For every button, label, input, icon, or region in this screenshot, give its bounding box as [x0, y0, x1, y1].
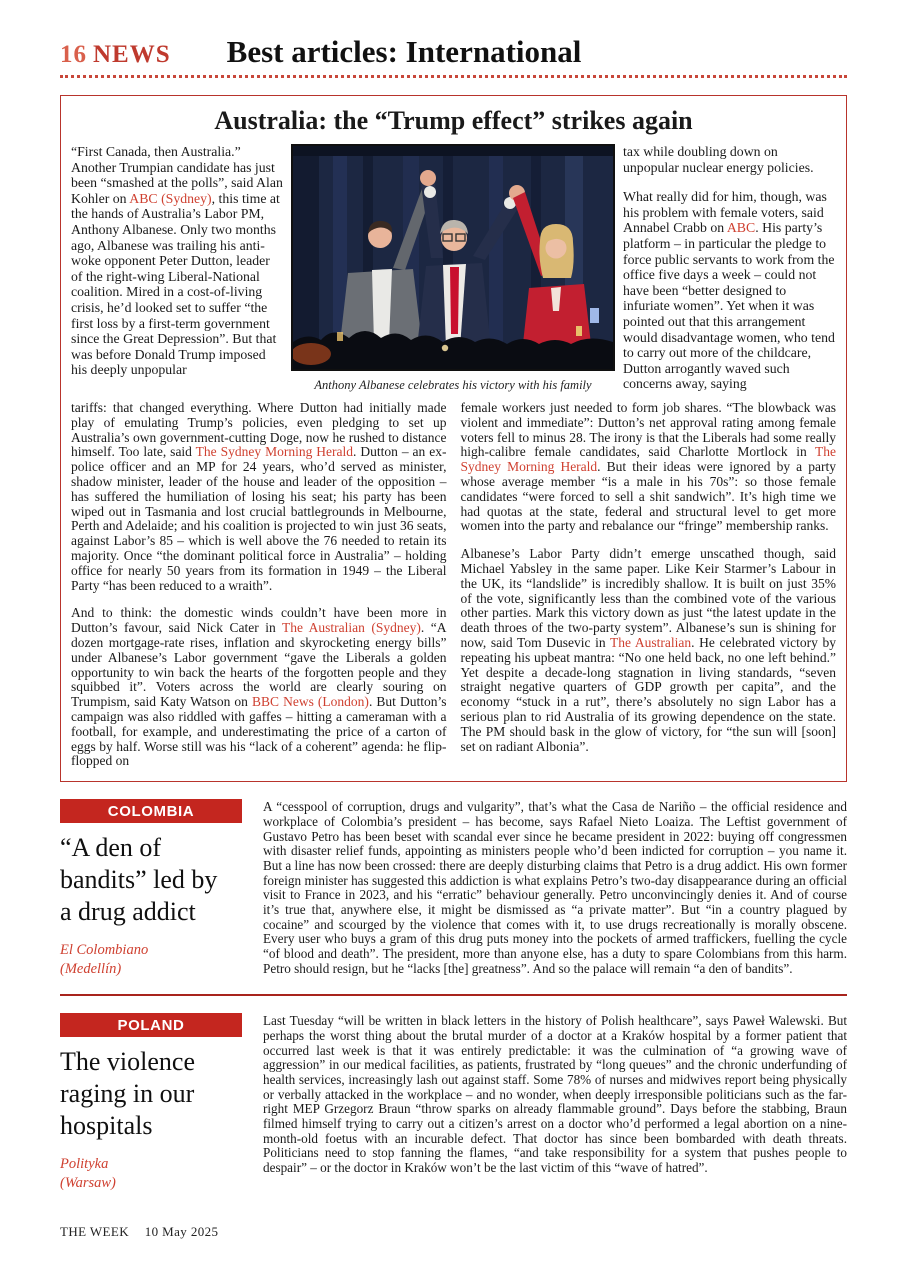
section-colombia-left: [60, 799, 248, 979]
body-text: tariffs: that changed everything. Where Dutton had initially made play of emulating Trump’s policies, even pledging to set up Australia’s own government-cutting Doge, now he rushed to distance himself. Too late, said: [71, 400, 447, 460]
section-poland-left: [60, 1013, 248, 1193]
section-headline-poland: The violence raging in our hospitals: [60, 1047, 195, 1141]
body-text: . Dutton – an ex-police officer and an MP for 24 years, who’d served as minister, shadow minister, leader of the house and leader of the opposition – has suffered the humiliation of losing his seat; his party has been wiped out in Tasmania and lost crucial battlegrounds in Melbourne, Perth and Adelaide; and his coalition is projected to win just 36 seats, against Labor’s 85 – which is well above the 76 needed to retain its majority. Once “the dominant political force in Australia” – holding office for nearly 50 years from its formation in 1949 – the Liberal Party “has been reduced to a wraith”.: [71, 444, 447, 593]
body-text: tax while doubling down on unpopular nuclear energy policies.: [623, 144, 814, 175]
body-text: “First Canada, then Australia.” Another Trumpian candidate has just been “smashed at the polls”, said Alan Kohler on: [71, 144, 283, 206]
paragraph: [623, 144, 836, 175]
article-title: Australia: the “Trump effect” strikes again: [214, 106, 693, 135]
page-number: 16: [60, 41, 87, 68]
body-text: And to think: the domestic winds couldn’t have been more in Dutton’s favour, said Nick Cater in: [71, 605, 447, 636]
source-reference: BBC News (London): [252, 694, 369, 710]
page-title: Best articles: International: [226, 34, 582, 69]
main-article-box: [60, 95, 847, 782]
article-body-columns: [71, 401, 836, 769]
section-poland: [60, 994, 847, 1208]
page-footer: [60, 1224, 847, 1240]
header-dotted-rule: [60, 75, 847, 78]
victory-photo-svg: [293, 146, 613, 369]
paragraph: [623, 189, 836, 392]
article-intro-right-column: [623, 144, 836, 393]
page-header: [60, 34, 847, 70]
body-text: . But Dutton’s campaign was also riddled with gaffes – hitting a cameraman with a football, for example, and underestimating the price of a carton of eggs by half. Worse still was his “lack of a coherent” agenda: he flip-flopped on: [71, 694, 447, 769]
paragraph: [71, 606, 447, 769]
article-body-left-column: [71, 401, 447, 769]
source-reference: The Sydney Morning Herald: [195, 444, 354, 460]
victory-photo-illustration: [291, 144, 615, 371]
article-body-right-column: [461, 401, 837, 769]
footer-magazine-name: THE WEEK: [60, 1224, 130, 1240]
paragraph: [461, 547, 837, 754]
article-top-row: [71, 144, 836, 393]
section-source-poland: Polityka (Warsaw): [60, 1156, 116, 1192]
section-source-colombia: El Colombiano (Medellín): [60, 942, 149, 978]
body-text: , this time at the hands of Australia’s Labor PM, Anthony Albanese. Only two months ago, Albanese was trailing his anti-woke opponent Peter Dutton, leader of the right-wing Liberal-National coalition. Mired in a cost-of-living crisis, he’d looked set to suffer “the first loss by a first-term government since the Great Depression”. But that was before Donald Trump imposed his deeply unpopular: [71, 190, 280, 378]
source-reference: The Sydney Morning Herald: [460, 444, 836, 475]
article-photo: [291, 144, 615, 393]
section-headline-colombia: “A den of bandits” led by a drug addict: [60, 833, 218, 927]
section-colombia: [60, 782, 847, 994]
paragraph: [71, 401, 447, 593]
country-label-poland: POLAND: [60, 1013, 242, 1037]
body-text: female workers just needed to form job shares. “The blowback was violent and immediate”: Dutton’s net approval rating among female voters fell to minus 28. The irony is that the Liberals had some really high-calibre female candidates, said Charlotte Mortlock in: [460, 400, 836, 460]
body-text: What really did for him, though, was his problem with female voters, said Annabel Crabb on: [623, 189, 827, 236]
body-text: Albanese’s Labor Party didn’t emerge unscathed though, said Michael Yabsley in the same paper. Like Keir Starmer’s Labour in the UK, its “landslide” is incredibly shallow. It is built on just 35% of the vote, significantly less than the combined vote of the various other parties. Mark this victory down as just “the latest update in the death throes of the two-party system”. Albanese’s sun is shining for now, said Tom Dusevic in: [460, 546, 836, 650]
source-reference: ABC: [726, 220, 756, 236]
source-reference: The Australian: [610, 634, 692, 650]
photo-caption: Anthony Albanese celebrates his victory with his family: [314, 378, 592, 392]
body-text: . He celebrated victory by repeating his upbeat mantra: “No one held back, no one left behind.” Yet despite a decade-long stagnation in living standards, “seven straight negative quarters of GDP growth per capita”, and the economy “stuck in a rut”, there’s absolutely no sign Labor has a serious plan to rid Australia of its growing dependence on the state. The PM should bask in the glow of victory, for “the sun will [soon] set on radiant Albonia”.: [460, 634, 836, 754]
paragraph: [461, 401, 837, 534]
section-body-poland: Last Tuesday “will be written in black letters in the history of Polish healthcare”, says Paweł Walewski. But perhaps the worst thing about the brutal murder of a doctor at a Kraków hospital by a former patient that occurred last week is that it was entirely predictable: it was the culmination of “a growing wave of aggression” in our medical facilities, as patients, frustrated by “long queues” and the chronic underfunding of health services, increasingly lash out against staff. Some 78% of nurses and midwives report being physically or verbally attacked in the workplace – and no wonder, when deeply irresponsible politicians such as the far-right MEP Grzegorz Braun “throw sparks on already flammable ground”. Days before the stabbing, Braun filmed himself trying to carry out a citizen’s arrest on a doctor who’d performed a legal abortion on a nine-month-old foetus with an incurable defect. That doctor has since been bombarded with death threats. Politicians need to stop fanning the flames, “and take responsibility for a system that pushes people to despair” – or the doctor in Kraków won’t be the last victim of this “wave of hatred”.: [263, 1013, 847, 1176]
source-reference: The Australian (Sydney): [281, 620, 421, 636]
body-text: . His party’s platform – in particular the pledge to force public servants to work from the office five days a week – could not have been “better designed to infuriate women”. Yet when it was pointed out that this arrangement would disadvantage women, who tend to carry out more of the childcare, Dutton arrogantly waved such concerns away, saying: [623, 220, 835, 392]
country-label-colombia: COLOMBIA: [60, 799, 242, 823]
section-body-colombia: A “cesspool of corruption, drugs and vulgarity”, that’s what the Casa de Nariño – the official residence and workplace of Colombia’s president – has become, says Rafael Nieto Loaiza. The Leftist government of Gustavo Petro has been beset with scandal ever since he became president in 2022: buying off congressmen with disaster relief funds, appointing as ministers people who’d been indicted for corruption – you name it. But a line has now been crossed: there are deeply disturbing claims that Petro is a drug addict. His own former foreign minister has suggested this addiction is what explains Petro’s two-day disappearance during an official visit to France in 2023, and his “erratic” behaviour generally. Petro unconvincingly denies it. And of course it’s true that, anywhere else, it might be dismissed as “a private matter”. But “in a country plagued by cocaine” and scourged by the violence that comes with it, to use drugs recreationally is morally obscene. Every user who buys a gram of this drug puts money into the pockets of armed traffickers, fuelling the cycle “of blood and death”. The president, more than anyone else, has a duty to spare Colombians from this harm. Petro should resign, but he “lacks [the] greatness”. And so the palace will remain “a den of bandits”.: [263, 799, 847, 976]
article-intro-left-column: [71, 144, 283, 393]
source-reference: ABC (Sydney): [129, 190, 212, 206]
body-text: . But their ideas were ignored by a party whose average member “is a male in his 70s”: so those female candidates “were forced to sell a shit sandwich”. It’s high time we had quotas at the state, federal and structural level to get more women into the party and rebalance our “fringe” membership ranks.: [460, 459, 836, 534]
section-name: NEWS: [93, 41, 171, 68]
body-text: . “A dozen mortgage-rate rises, inflation and skyrocketing energy bills” under Albanese’s Labor government “gave the Liberals a golden opportunity to win back the hearts of the forgotten people and they squibbed it”. Voters across the world are clearly souring on Trumpism, said Katy Watson on: [71, 620, 447, 710]
footer-date: 10 May 2025: [144, 1224, 219, 1240]
